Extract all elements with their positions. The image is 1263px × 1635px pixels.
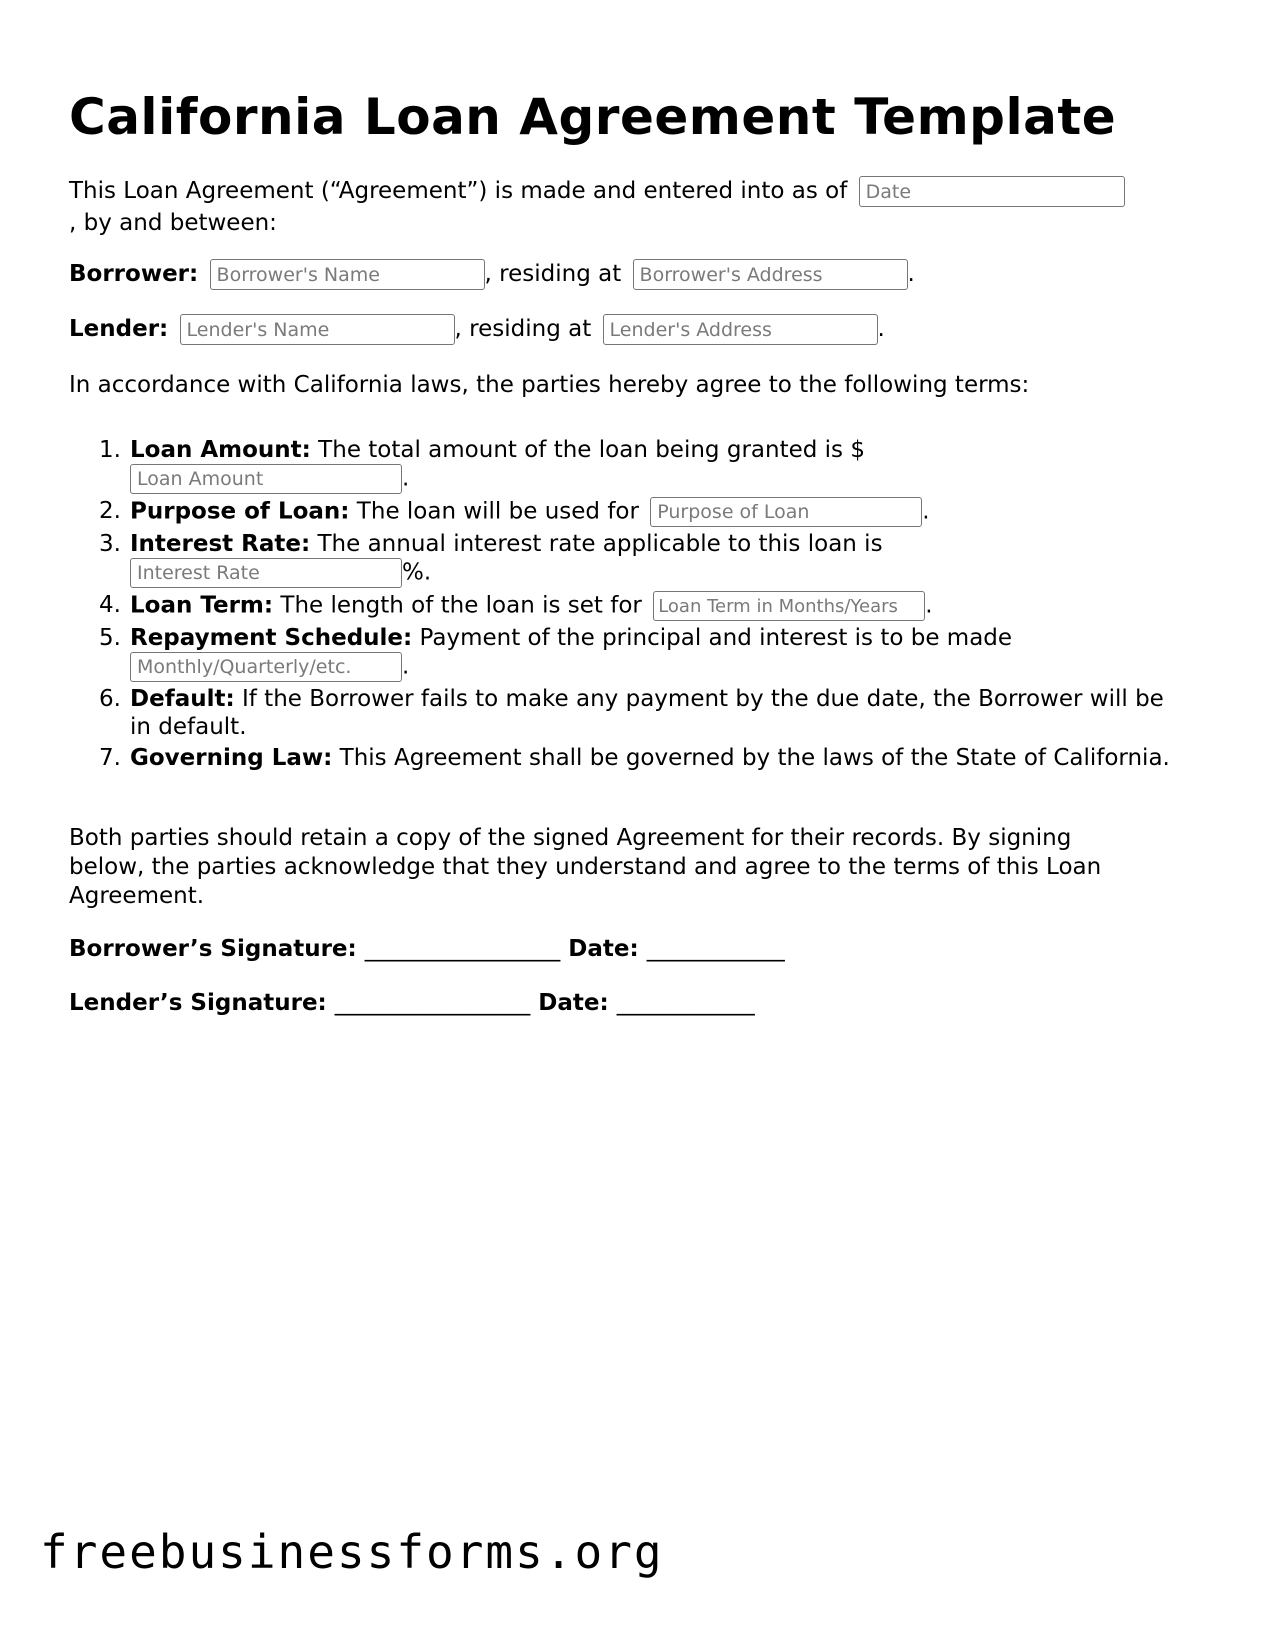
lender-end: . — [877, 316, 885, 342]
term-loan-term — [69, 591, 1179, 621]
borrower-line — [69, 258, 915, 290]
lender-signature-label: Lender’s Signature: — [69, 990, 327, 1016]
lender-line — [69, 313, 885, 345]
borrower-label: Borrower: — [69, 261, 199, 287]
loan-term-field[interactable] — [653, 591, 925, 621]
term-label: Default: — [130, 686, 235, 712]
borrower-date-blank[interactable]: ____________ — [646, 936, 785, 962]
term-after: . — [402, 465, 410, 492]
term-governing-law — [69, 744, 1179, 772]
borrower-signature-line — [69, 936, 785, 962]
term-number: 5. — [99, 625, 121, 651]
term-text: The length of the loan is set for — [273, 592, 650, 619]
borrower-end: . — [907, 261, 915, 287]
closing-paragraph — [69, 824, 1101, 911]
term-label: Loan Amount: — [130, 437, 311, 463]
lender-address-field[interactable] — [603, 314, 878, 345]
accordance-paragraph: In accordance with California laws, the parties hereby agree to the following terms: — [69, 372, 1030, 398]
agreement-date-field[interactable] — [859, 176, 1125, 207]
term-text: The loan will be used for — [349, 498, 647, 525]
borrower-address-field[interactable] — [633, 259, 908, 290]
term-after: . — [922, 498, 930, 525]
repayment-schedule-field[interactable] — [130, 652, 402, 682]
lender-signature-blank[interactable]: _________________ — [334, 990, 531, 1016]
site-watermark: freebusinessforms.org — [40, 1525, 664, 1579]
term-text: The total amount of the loan being granted is $ — [310, 437, 865, 463]
purpose-of-loan-field[interactable] — [650, 497, 922, 527]
loan-amount-field[interactable] — [130, 464, 402, 494]
closing-line-2: below, the parties acknowledge that they understand and agree to the terms of this Loan — [69, 854, 1102, 880]
closing-line-3: Agreement. — [69, 883, 205, 909]
lender-residing-text: , residing at — [454, 316, 592, 342]
borrower-name-field[interactable] — [210, 259, 485, 290]
term-purpose — [69, 497, 1179, 527]
intro-paragraph — [69, 175, 1125, 239]
lender-signature-line — [69, 990, 755, 1016]
term-label: Repayment Schedule: — [130, 625, 413, 651]
term-label: Purpose of Loan: — [130, 498, 350, 525]
borrower-residing-text: , residing at — [484, 261, 622, 287]
term-text: The annual interest rate applicable to this loan is — [310, 531, 883, 557]
term-repayment-schedule — [69, 624, 1179, 682]
term-number: 7. — [99, 745, 121, 771]
terms-list — [69, 436, 1179, 775]
term-number: 1. — [99, 437, 121, 463]
term-text: If the Borrower fails to make any payment by the due date, the Borrower will be in default. — [130, 686, 1164, 740]
term-number: 2. — [99, 498, 121, 524]
borrower-signature-label: Borrower’s Signature: — [69, 936, 357, 962]
term-text: This Agreement shall be governed by the laws of the State of California. — [332, 745, 1170, 771]
term-label: Governing Law: — [130, 745, 333, 771]
borrower-signature-blank[interactable]: _________________ — [364, 936, 561, 962]
interest-rate-field[interactable] — [130, 558, 402, 588]
term-default — [69, 685, 1179, 741]
page-title: California Loan Agreement Template — [69, 88, 1117, 146]
term-number: 6. — [99, 686, 121, 712]
term-number: 4. — [99, 592, 121, 618]
intro-text-after: , by and between: — [69, 210, 277, 236]
borrower-date-label: Date: — [568, 936, 639, 962]
intro-text: This Loan Agreement (“Agreement”) is made and entered into as of — [69, 178, 848, 204]
lender-label: Lender: — [69, 316, 169, 342]
term-label: Interest Rate: — [130, 531, 311, 557]
term-after: . — [402, 653, 410, 680]
lender-date-label: Date: — [538, 990, 609, 1016]
closing-line-1: Both parties should retain a copy of the signed Agreement for their records. By signing — [69, 825, 1072, 851]
lender-date-blank[interactable]: ____________ — [616, 990, 755, 1016]
term-text: Payment of the principal and interest is to be made — [412, 625, 1013, 651]
term-after: . — [925, 592, 933, 619]
term-label: Loan Term: — [130, 592, 274, 619]
term-interest-rate — [69, 530, 1179, 588]
term-loan-amount — [69, 436, 1179, 494]
term-number: 3. — [99, 531, 121, 557]
term-after: %. — [402, 559, 432, 586]
lender-name-field[interactable] — [180, 314, 455, 345]
